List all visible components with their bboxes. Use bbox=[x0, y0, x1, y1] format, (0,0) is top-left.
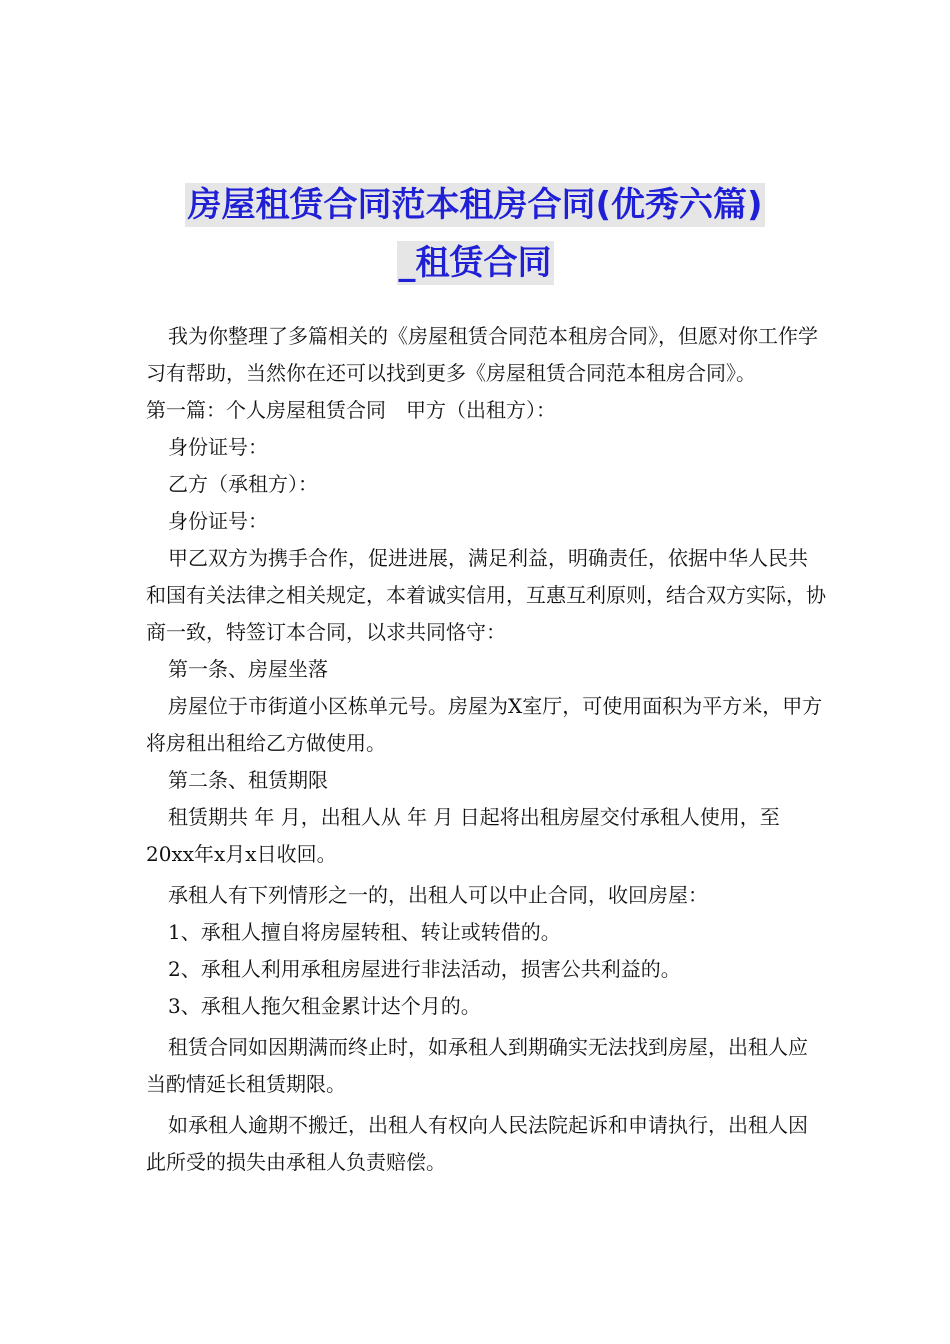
overdue-paragraph: 如承租人逾期不搬迁，出租人有权向人民法院起诉和申请执行，出租人因此所受的损失由承租人负责赔偿。 bbox=[146, 1113, 808, 1174]
preamble-paragraph: 甲乙双方为携手合作，促进进展，满足利益，明确责任，依据中华人民共和国有关法律之相关规定，本着诚实信用，互惠互利原则，结合双方实际，协商一致，特签订本合同，以求共同恪守： bbox=[146, 546, 826, 644]
clause-paragraph-term: 租赁期共 年 月，出租人从 年 月 日起将出租房屋交付承租人使用，至20xx年x月x日收回。 bbox=[146, 805, 780, 866]
termination-conditions-intro: 承租人有下列情形之一的，出租人可以中止合同，收回房屋： bbox=[168, 883, 708, 907]
clause-paragraph-location: 房屋位于市街道小区栋单元号。房屋为X室厅，可使用面积为平方米，甲方将房租出租给乙方做使用。 bbox=[146, 694, 823, 755]
list-item: 2、承租人利用承租房屋进行非法活动，损害公共利益的。 bbox=[168, 957, 681, 981]
title-line-2: _租赁合同 bbox=[398, 243, 552, 283]
id-number-field-a: 身份证号： bbox=[168, 435, 268, 459]
document-title bbox=[0, 176, 950, 292]
id-number-field-b: 身份证号： bbox=[168, 509, 268, 533]
list-item: 3、承租人拖欠租金累计达个月的。 bbox=[168, 994, 481, 1018]
expiry-paragraph: 租赁合同如因期满而终止时，如承租人到期确实无法找到房屋，出租人应当酌情延长租赁期限。 bbox=[146, 1035, 808, 1096]
clause-heading-2: 第二条、租赁期限 bbox=[168, 768, 328, 792]
title-line-1: 房屋租赁合同范本租房合同(优秀六篇) bbox=[187, 185, 763, 225]
document-body bbox=[146, 318, 826, 1181]
intro-paragraph: 我为你整理了多篇相关的《房屋租赁合同范本租房合同》，但愿对你工作学习有帮助，当然你在还可以找到更多《房屋租赁合同范本租房合同》。 bbox=[146, 324, 818, 385]
list-item: 1、承租人擅自将房屋转租、转让或转借的。 bbox=[168, 920, 561, 944]
party-b-label: 乙方（承租方）： bbox=[168, 472, 318, 496]
clause-heading-1: 第一条、房屋坐落 bbox=[168, 657, 328, 681]
section-heading-first: 第一篇：个人房屋租赁合同 甲方（出租方）： bbox=[146, 398, 556, 422]
